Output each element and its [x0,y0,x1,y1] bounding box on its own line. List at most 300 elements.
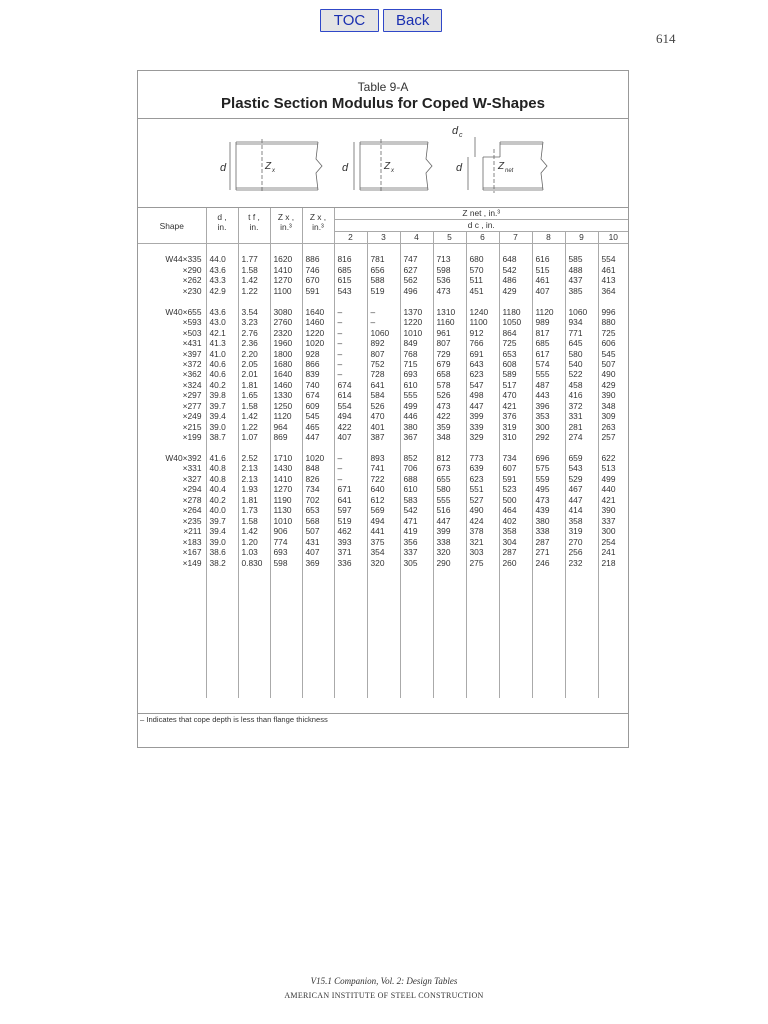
value-cell: 864 [499,328,532,338]
value-cell: 309 [601,411,616,422]
value-cell: 305 [400,558,433,568]
value-cell: 555 [532,369,565,379]
value-cell: 338 [532,526,565,536]
spacer-cell [565,568,598,578]
value-cell: 725 [601,327,616,338]
value-cell: 741 [367,463,400,473]
value-cell: 40.6 [206,369,238,379]
value-cell: 648 [499,254,532,264]
value-cell: 281 [565,422,598,432]
spacer-cell [238,244,270,255]
value-cell: 1050 [499,317,532,327]
value-cell: 1010 [270,516,302,526]
spacer-cell [238,568,270,578]
value-cell: 2.01 [238,369,270,379]
value-cell: 461 [532,275,565,285]
d-label-2: d [342,162,349,174]
value-cell: – [367,307,400,317]
value-cell: 487 [532,380,565,390]
value-cell: 336 [334,558,367,568]
value-cell: 517 [499,380,532,390]
shape-cell: ×262 [138,275,206,285]
value-cell: 771 [565,328,598,338]
shape-cell: ×249 [138,411,206,421]
value-cell: 39.4 [206,411,238,421]
value-cell: 562 [400,275,433,285]
value-cell: 39.7 [206,401,238,411]
value-cell: 390 [601,505,616,516]
spacer-cell [334,443,367,453]
value-cell: 598 [270,558,302,568]
dc-sub: c [459,132,463,139]
value-cell: – [334,474,367,484]
header-dc-3: 3 [367,232,400,244]
value-cell: 364 [601,285,616,296]
value-cell: 494 [367,516,400,526]
value-cell: 817 [532,328,565,338]
value-cell: 1310 [433,307,466,317]
value-cell: 429 [601,379,616,390]
table-row [138,463,628,473]
value-cell: 671 [334,484,367,494]
filler-row [138,578,628,698]
table-row [138,495,628,505]
value-cell: 38.2 [206,558,238,568]
value-cell: 399 [433,526,466,536]
value-cell: 685 [334,265,367,275]
value-cell: 1.58 [238,401,270,411]
table-row [138,286,628,296]
table-row [138,505,628,515]
value-cell: 696 [532,453,565,463]
value-cell: – [334,338,367,348]
value-cell: 263 [601,421,616,432]
value-cell: 1130 [270,505,302,515]
header-sx-unit: in.³ [312,222,324,232]
value-cell: 287 [532,537,565,547]
table-row [138,275,628,285]
value-cell: 588 [367,275,400,285]
value-cell: 542 [499,265,532,275]
value-cell: 1270 [270,275,302,285]
value-cell: – [334,369,367,379]
spacer-cell [433,296,466,306]
table-row [138,390,628,400]
header-d-unit: in. [217,222,227,232]
shape-cell: ×397 [138,349,206,359]
value-cell: 1.65 [238,390,270,400]
value-cell: 2760 [270,317,302,327]
table-row [138,547,628,557]
spacer-cell [466,568,499,578]
value-cell: 706 [400,463,433,473]
value-cell: 338 [433,537,466,547]
value-cell: 43.3 [206,275,238,285]
value-cell: 812 [433,453,466,463]
spacer-cell [302,296,334,306]
spacer-cell [532,244,565,255]
value-cell: 752 [367,359,400,369]
spacer-cell [206,568,238,578]
filler-cell [565,578,598,698]
value-cell: 1680 [270,359,302,369]
value-cell: 40.8 [206,474,238,484]
data-table [138,208,628,698]
value-cell: 2320 [270,328,302,338]
value-cell: 3080 [270,307,302,317]
value-cell: 348 [601,400,616,411]
spacer-cell [238,296,270,306]
value-cell: 609 [302,401,334,411]
value-cell: 43.6 [206,307,238,317]
header-shape: Shape [138,208,206,244]
header-dc-8: 8 [532,232,565,244]
title-box [138,71,628,119]
value-cell: 41.6 [206,453,238,463]
spacer-cell [206,244,238,255]
value-cell: 551 [466,484,499,494]
value-cell: 416 [565,390,598,400]
value-cell: 1180 [499,307,532,317]
spacer-cell [598,296,628,306]
value-cell: 688 [400,474,433,484]
znet-sub: net [505,168,514,174]
table-row [138,516,628,526]
value-cell: – [334,359,367,369]
value-cell: 38.6 [206,547,238,557]
spacer-cell [499,443,532,453]
value-cell: 439 [532,505,565,515]
filler-cell [598,578,628,698]
value-cell: 1.42 [238,275,270,285]
d-label-1: d [220,162,227,174]
value-cell: 522 [565,369,598,379]
value-cell: 367 [400,432,433,442]
value-cell: 653 [499,349,532,359]
value-cell: 303 [466,547,499,557]
spacer-cell [466,244,499,255]
zx-label-1: Z [265,161,272,172]
value-cell: 451 [466,286,499,296]
spacer-cell [138,296,206,306]
spacer-cell [532,443,565,453]
value-cell: 467 [565,484,598,494]
filler-cell [367,578,400,698]
spacer-cell [565,296,598,306]
value-cell: 569 [367,505,400,515]
value-cell: 471 [400,516,433,526]
value-cell: 1.42 [238,526,270,536]
group-spacer [138,443,628,453]
value-cell: 473 [532,495,565,505]
value-cell: 462 [334,526,367,536]
spacer-cell [499,296,532,306]
value-cell: 42.1 [206,328,238,338]
value-cell: 496 [400,286,433,296]
filler-cell [532,578,565,698]
shape-cell: ×290 [138,265,206,275]
value-cell: 385 [565,286,598,296]
value-cell: 740 [302,380,334,390]
value-cell: 568 [302,516,334,526]
spacer-cell [270,568,302,578]
value-cell: 529 [565,474,598,484]
value-cell: 500 [499,495,532,505]
value-cell: 639 [466,463,499,473]
nav-bar [320,9,442,32]
shape-cell: ×294 [138,484,206,494]
value-cell: 526 [367,401,400,411]
value-cell: 643 [466,359,499,369]
value-cell: 674 [302,390,334,400]
value-cell: 826 [302,474,334,484]
zx-sub-2: x [391,168,394,174]
value-cell: 1010 [400,328,433,338]
value-cell: 513 [601,463,616,474]
shape-cell: ×199 [138,432,206,442]
shape-cell: ×372 [138,359,206,369]
table-row [138,369,628,379]
value-cell: 447 [433,516,466,526]
header-zx-label: Z x , [277,212,295,222]
table-number: Table 9-A [357,80,409,94]
spacer-cell [400,244,433,255]
value-cell: 40.8 [206,463,238,473]
spacer-cell [532,568,565,578]
spacer-cell [466,443,499,453]
value-cell: 447 [302,432,334,442]
spacer-cell [433,443,466,453]
shape-cell: W40×655 [138,307,206,317]
value-cell: 441 [367,526,400,536]
value-cell: 507 [302,526,334,536]
value-cell: 1100 [466,317,499,327]
value-cell: 606 [601,338,616,349]
value-cell: 906 [270,526,302,536]
spacer-cell [334,244,367,255]
value-cell: 523 [499,484,532,494]
value-cell: 356 [400,537,433,547]
table-row [138,453,628,463]
value-cell: 1.42 [238,411,270,421]
value-cell: 2.36 [238,338,270,348]
zx-label-2: Z [384,161,391,172]
value-cell: 458 [565,380,598,390]
header-dc-7: 7 [499,232,532,244]
value-cell: 527 [466,495,499,505]
value-cell: 614 [334,390,367,400]
value-cell: 232 [565,558,598,568]
value-cell: 807 [367,349,400,359]
spacer-cell [565,443,598,453]
header-dc: d c , in. [334,220,628,232]
value-cell: 300 [601,526,616,537]
value-cell: 670 [302,275,334,285]
value-cell: 1710 [270,453,302,463]
value-cell: 421 [499,401,532,411]
group-spacer [138,244,628,255]
table-body [138,244,628,699]
value-cell: 1620 [270,254,302,264]
value-cell: 499 [400,401,433,411]
value-cell: 1640 [270,369,302,379]
value-cell: – [334,453,367,463]
value-cell: 570 [466,265,499,275]
value-cell: 275 [466,558,499,568]
value-cell: 961 [433,328,466,338]
value-cell: 781 [367,254,400,264]
value-cell: 402 [499,516,532,526]
value-cell: 691 [466,349,499,359]
table-row [138,349,628,359]
header-dc-6: 6 [466,232,499,244]
table-row [138,474,628,484]
table-row [138,317,628,327]
table-row [138,328,628,338]
filler-cell [433,578,466,698]
value-cell: 1100 [270,286,302,296]
value-cell: 543 [334,286,367,296]
value-cell: 583 [400,495,433,505]
filler-cell [206,578,238,698]
value-cell: 2.20 [238,349,270,359]
shape-cell: ×431 [138,338,206,348]
value-cell: 39.7 [206,516,238,526]
value-cell: 679 [433,359,466,369]
value-cell: 292 [532,432,565,442]
value-cell: 680 [466,254,499,264]
spacer-cell [334,568,367,578]
value-cell: 387 [367,432,400,442]
value-cell: 359 [433,422,466,432]
value-cell: 928 [302,349,334,359]
spacer-cell [138,568,206,578]
value-cell: 839 [302,369,334,379]
spacer-cell [367,296,400,306]
header-znet: Z net , in.³ [334,208,628,220]
value-cell: 584 [367,390,400,400]
value-cell: 372 [565,401,598,411]
value-cell: 260 [499,558,532,568]
value-cell: 886 [302,254,334,264]
group-spacer [138,568,628,578]
table-row [138,401,628,411]
shape-cell: ×167 [138,547,206,557]
shape-cell: W40×392 [138,453,206,463]
filler-cell [302,578,334,698]
value-cell: 1430 [270,463,302,473]
value-cell: 1060 [565,307,598,317]
group-spacer [138,296,628,306]
value-cell: 40.4 [206,484,238,494]
znet-label: Z [498,161,505,172]
value-cell: 339 [466,422,499,432]
value-cell: 627 [400,265,433,275]
value-cell: 674 [334,380,367,390]
dc-label: d [452,125,459,137]
value-cell: 473 [433,401,466,411]
value-cell: 641 [367,380,400,390]
shape-cell: ×235 [138,516,206,526]
value-cell: 866 [302,359,334,369]
value-cell: 1.58 [238,265,270,275]
value-cell: 1.20 [238,537,270,547]
value-cell: 543 [565,463,598,473]
value-cell: 1370 [400,307,433,317]
value-cell: 1060 [367,328,400,338]
value-cell: 486 [499,275,532,285]
value-cell: 722 [367,474,400,484]
value-cell: 747 [400,254,433,264]
value-cell: 607 [499,463,532,473]
value-cell: 816 [334,254,367,264]
header-sx [302,208,334,244]
value-cell: 39.4 [206,526,238,536]
value-cell: 337 [400,547,433,557]
value-cell: 768 [400,349,433,359]
value-cell: 869 [270,432,302,442]
value-cell: 1120 [270,411,302,421]
value-cell: 407 [302,547,334,557]
value-cell: 656 [367,265,400,275]
value-cell: 591 [302,286,334,296]
value-cell: 934 [565,317,598,327]
value-cell: 964 [270,422,302,432]
value-cell: 2.76 [238,328,270,338]
value-cell: 464 [499,505,532,515]
shape-cell: ×215 [138,422,206,432]
footer-line-2: AMERICAN INSTITUTE OF STEEL CONSTRUCTION [284,991,484,1000]
table-row [138,338,628,348]
header-tf-label: t f , [248,212,260,222]
spacer-cell [302,568,334,578]
value-cell: 849 [400,338,433,348]
value-cell: 39.8 [206,390,238,400]
header-dc-5: 5 [433,232,466,244]
value-cell: 641 [334,495,367,505]
value-cell: 526 [433,390,466,400]
value-cell: 559 [532,474,565,484]
value-cell: 547 [466,380,499,390]
value-cell: 575 [532,463,565,473]
filler-cell [466,578,499,698]
shape-cell: ×183 [138,537,206,547]
spacer-cell [270,296,302,306]
value-cell: 461 [601,264,616,275]
value-cell: 421 [601,494,616,505]
value-cell: 490 [466,505,499,515]
spacer-cell [302,443,334,453]
value-cell: 1160 [433,317,466,327]
value-cell: 610 [400,484,433,494]
spacer-cell [400,568,433,578]
value-cell: 1.77 [238,254,270,264]
value-cell: 274 [565,432,598,442]
header-zx [270,208,302,244]
value-cell: – [334,328,367,338]
value-cell: 41.0 [206,349,238,359]
shape-cell: W44×335 [138,254,206,264]
spacer-cell [598,568,628,578]
value-cell: 2.05 [238,359,270,369]
value-cell: 713 [433,254,466,264]
back-button[interactable]: Back [383,9,442,32]
spacer-cell [598,443,628,453]
value-cell: 848 [302,463,334,473]
zx-sub-1: x [272,168,275,174]
toc-button[interactable]: TOC [320,9,379,32]
value-cell: 1410 [270,474,302,484]
